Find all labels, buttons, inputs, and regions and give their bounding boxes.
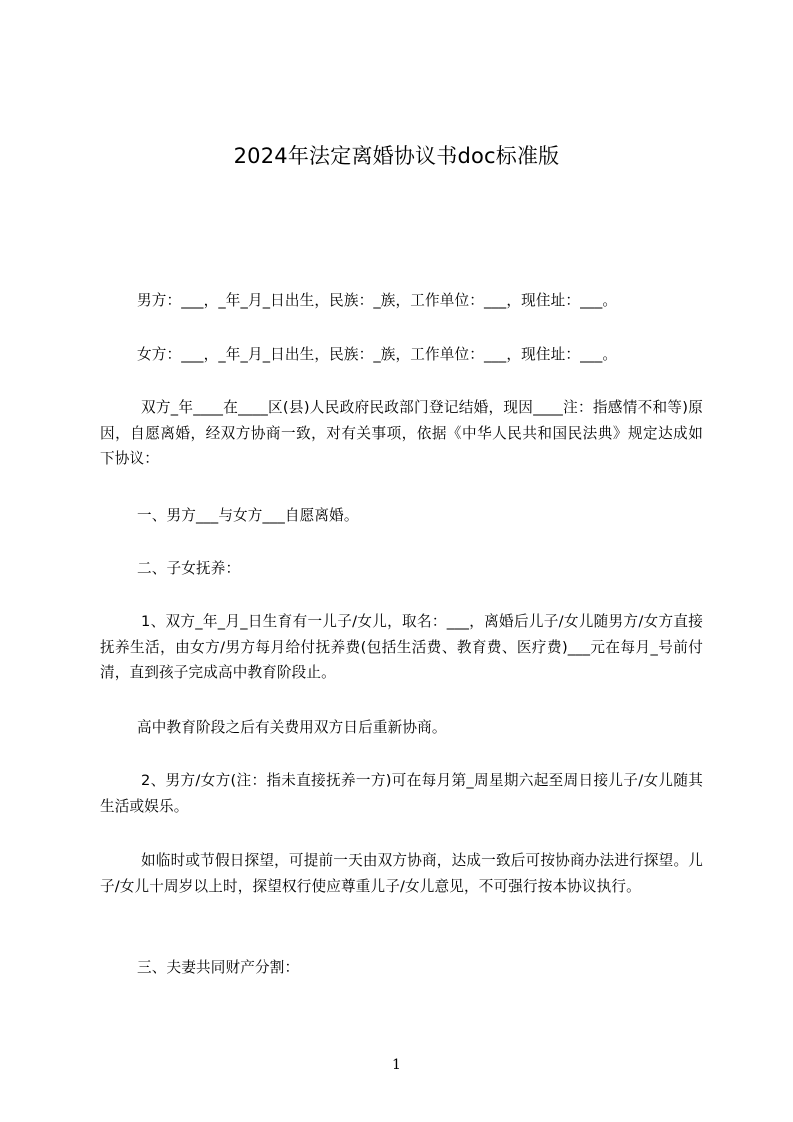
paragraph-child-custody: 1、双方_年_月_日生育有一儿子/女儿，取名：___，离婚后儿子/女儿随男方/女方直接抚养生活，由女方/男方每月给付抚养费(包括生活费、教育费、医疗费)___元在每月_号前付清，直到孩子完成高中教育阶段止。: [100, 613, 703, 681]
document-title: 2024年法定离婚协议书doc标准版: [233, 144, 560, 168]
clause-two-heading: 二、子女抚养：: [137, 560, 241, 577]
paragraph-visitation: 2、男方/女方(注：指未直接抚养一方)可在每月第_周星期六起至周日接儿子/女儿随其生活或娱乐。: [100, 772, 703, 815]
paragraph-post-high-school: 高中教育阶段之后有关费用双方日后重新协商。: [137, 719, 447, 736]
paragraph-female-party: 女方：___，_年_月_日出生，民族：_族，工作单位：___，现住址：___。: [137, 346, 618, 363]
paragraph-marriage-background: 双方_年____在____区(县)人民政府民政部门登记结婚，现因____注：指感情不和等)原因，自愿离婚，经双方协商一致，对有关事项，依据《中华人民共和国民法典》规定达成如下协议：: [100, 399, 703, 467]
page-number: 1: [392, 1057, 401, 1073]
paragraph-holiday-visitation: 如临时或节假日探望，可提前一天由双方协商，达成一致后可按协商办法进行探望。儿子/女儿十周岁以上时，探望权行使应尊重儿子/女儿意见，不可强行按本协议执行。: [100, 852, 703, 895]
paragraph-male-party: 男方：___，_年_月_日出生，民族：_族，工作单位：___，现住址：___。: [137, 292, 618, 309]
clause-three-heading: 三、夫妻共同财产分割：: [137, 959, 300, 976]
clause-one-divorce: 一、男方___与女方___自愿离婚。: [137, 507, 359, 524]
